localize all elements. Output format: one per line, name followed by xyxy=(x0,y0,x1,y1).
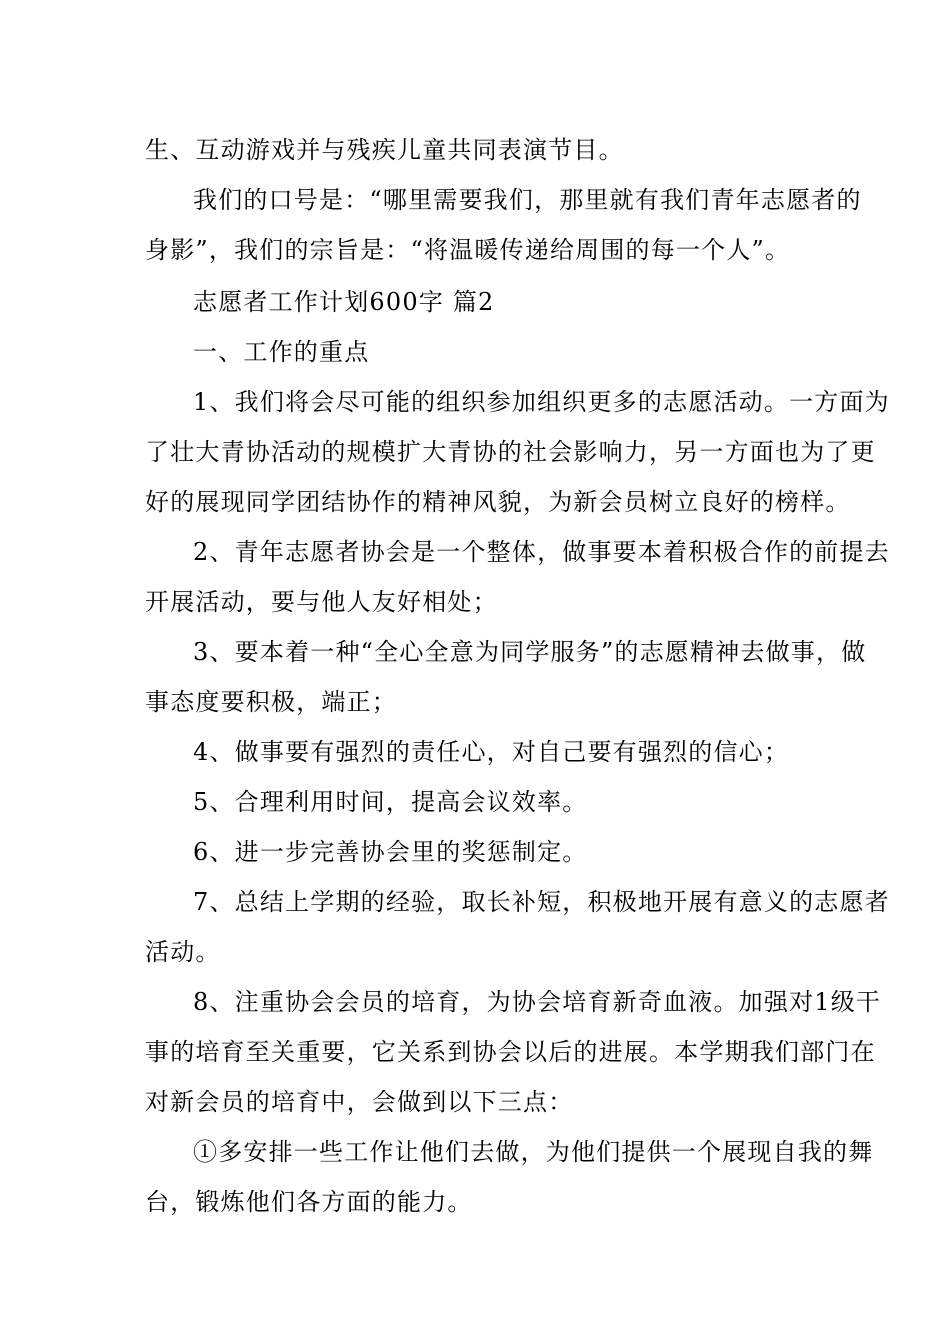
text-line: 事态度要积极，端正； xyxy=(145,688,397,716)
subsection-heading: 一、工作的重点 xyxy=(193,338,370,366)
text-line: 3、要本着一种“全心全意为同学服务”的志愿精神去做事，做 xyxy=(193,638,867,666)
text-line: 好的展现同学团结协作的精神风貌，为新会员树立良好的榜样。 xyxy=(145,488,851,516)
text-line: 7、总结上学期的经验，取长补短，积极地开展有意义的志愿者 xyxy=(193,888,890,916)
text-line: 8、注重协会会员的培育，为协会培育新奇血液。加强对1级干 xyxy=(193,988,882,1016)
text-line: 4、做事要有强烈的责任心，对自己要有强烈的信心； xyxy=(193,738,790,766)
text-line: 5、合理利用时间，提高会议效率。 xyxy=(193,788,588,816)
text-line: 2、青年志愿者协会是一个整体，做事要本着积极合作的前提去 xyxy=(193,538,890,566)
text-line: 了壮大青协活动的规模扩大青协的社会影响力，另一方面也为了更 xyxy=(145,438,876,466)
text-line: 对新会员的培育中，会做到以下三点： xyxy=(145,1088,574,1116)
section-heading: 志愿者工作计划600字 篇2 xyxy=(193,288,495,316)
text-line: 活动。 xyxy=(145,938,221,966)
text-line: 事的培育至关重要，它关系到协会以后的进展。本学期我们部门在 xyxy=(145,1038,876,1066)
text-line: 开展活动，要与他人友好相处； xyxy=(145,588,498,616)
text-line: 身影”，我们的宗旨是：“将温暖传递给周围的每一个人”。 xyxy=(145,236,791,264)
text-line: 台，锻炼他们各方面的能力。 xyxy=(145,1188,473,1216)
text-line: 6、进一步完善协会里的奖惩制定。 xyxy=(193,838,588,866)
text-line: 我们的口号是：“哪里需要我们，那里就有我们青年志愿者的 xyxy=(193,186,862,214)
text-line: 生、互动游戏并与残疾儿童共同表演节目。 xyxy=(145,136,624,164)
text-line: 1、我们将会尽可能的组织参加组织更多的志愿活动。一方面为 xyxy=(193,388,890,416)
text-line: ①多安排一些工作让他们去做，为他们提供一个展现自我的舞 xyxy=(193,1138,874,1166)
